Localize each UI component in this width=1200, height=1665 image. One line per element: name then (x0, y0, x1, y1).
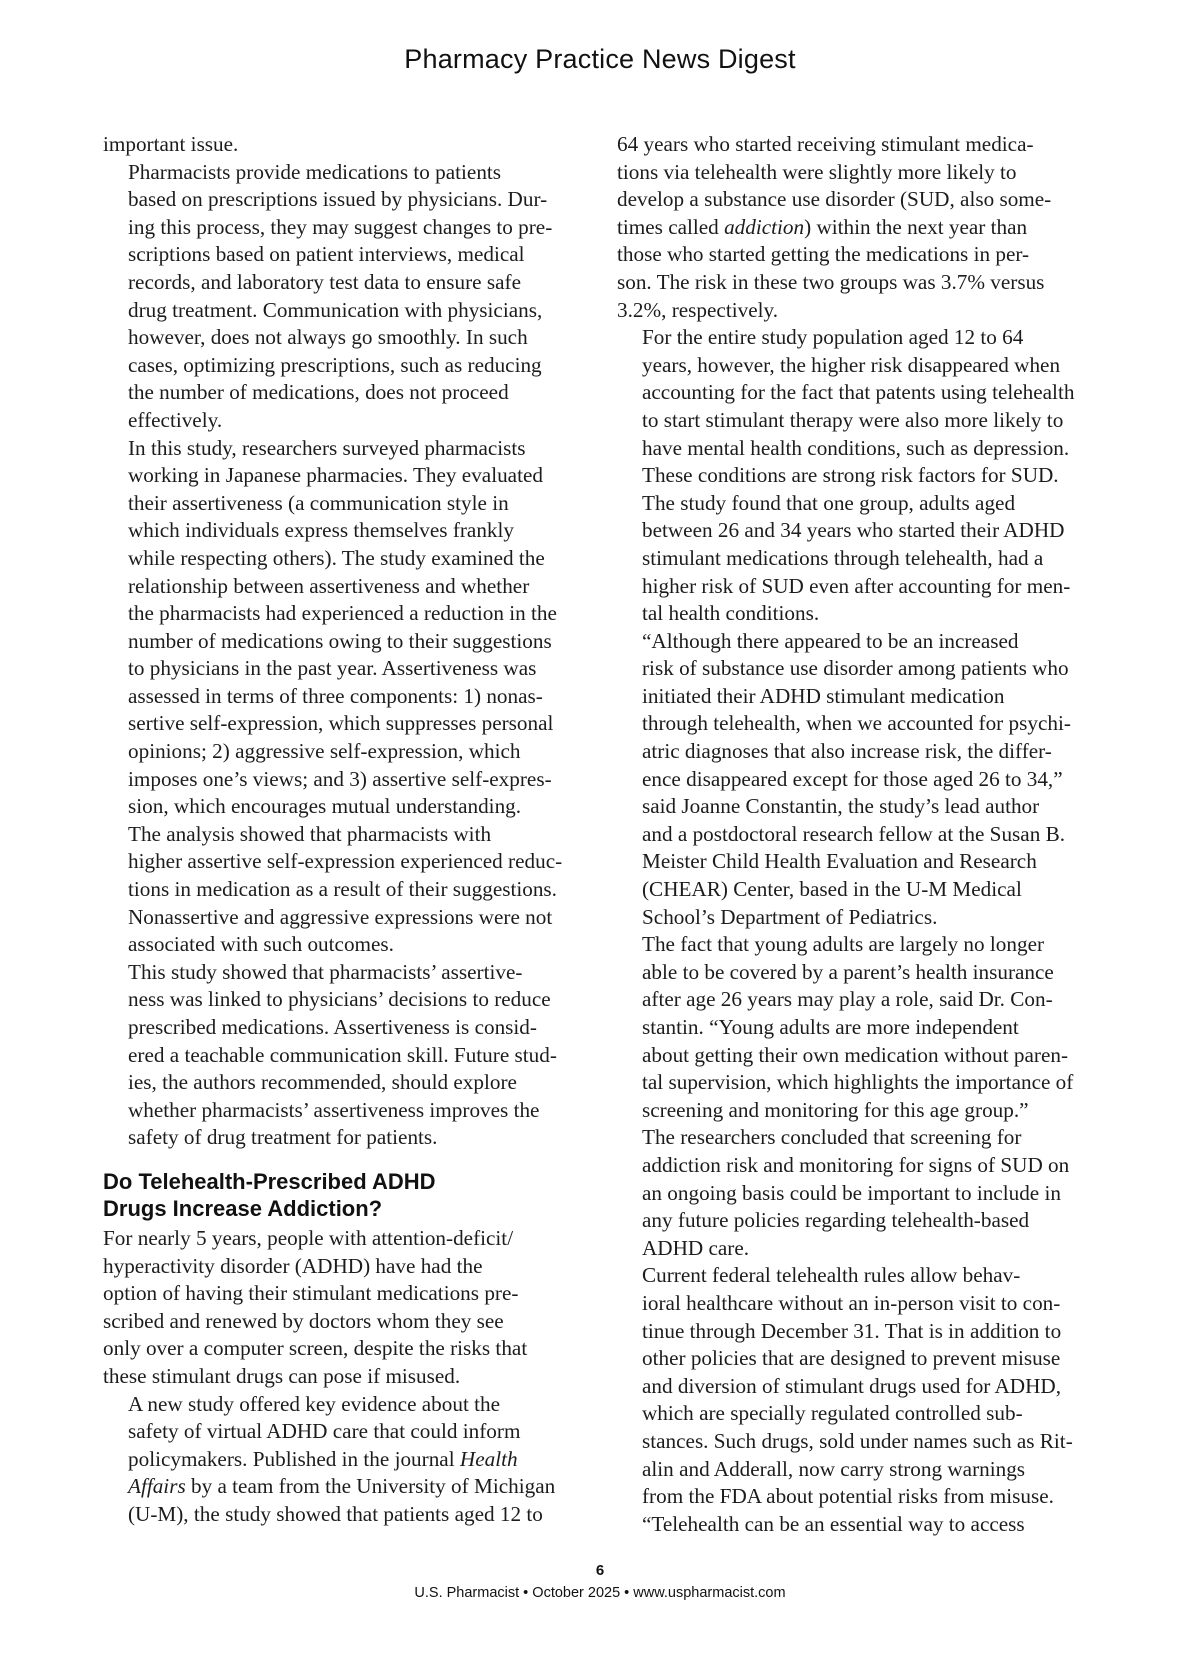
text-line: safety of virtual ADHD care that could inform (128, 1419, 521, 1444)
text-line: “Telehealth can be an essential way to access (642, 1511, 1025, 1536)
text-line: imposes one’s views; and 3) assertive self-expres- (128, 766, 552, 791)
paragraph (103, 821, 581, 959)
paragraph (617, 1511, 1097, 1539)
text-line: prescribed medications. Assertiveness is consid- (128, 1015, 537, 1039)
text-line: only over a computer screen, despite the risks that (103, 1336, 528, 1361)
paragraph (617, 490, 1097, 628)
page-header-title: Pharmacy Practice News Digest (404, 44, 796, 74)
text-line: hyperactivity disorder (ADHD) have had the (103, 1253, 483, 1278)
right-column (617, 131, 1097, 1538)
text-line: addiction risk and monitoring for signs of SUD on (642, 1152, 1070, 1177)
text-line: Pharmacists provide medications to patients (128, 159, 502, 184)
text-line: those who started getting the medications in per- (617, 242, 1030, 267)
text-line: which individuals express themselves frankly (128, 518, 514, 543)
text-line: (U-M), the study showed that patients aged 12 to (128, 1501, 543, 1526)
text-line: working in Japanese pharmacies. They evaluated (128, 463, 543, 488)
text-line: able to be covered by a parent’s health insurance (642, 959, 1054, 984)
text-line: to physicians in the past year. Assertiveness was (128, 656, 537, 681)
text-line: option of having their stimulant medications pre- (103, 1281, 519, 1306)
paragraph (617, 324, 1097, 490)
text-line: Current federal telehealth rules allow behav- (642, 1263, 1021, 1288)
text-line: assessed in terms of three components: 1) nonas- (128, 683, 543, 708)
text-line: screening and monitoring for this age group.” (642, 1097, 1029, 1122)
text-line: while respecting others). The study examined the (128, 545, 545, 570)
text-line: have mental health conditions, such as depression. (642, 435, 1070, 460)
text-line: stimulant medications through telehealth, had a (642, 545, 1044, 570)
text-line: Nonassertive and aggressive expressions were not (128, 904, 553, 929)
text-line: and a postdoctoral research fellow at the Susan B. (642, 821, 1066, 846)
text-line: ioral healthcare without an in-person visit to con- (642, 1290, 1061, 1315)
text-line: stantin. “Young adults are more independent (642, 1015, 1019, 1039)
text-line: sertive self-expression, which suppresses personal (128, 711, 554, 736)
text-line: policymakers. Published in the journal Health (128, 1446, 518, 1471)
text-line: This study showed that pharmacists’ assertive- (128, 959, 523, 984)
paragraph (103, 131, 581, 159)
text-line: higher assertive self-expression experienced reduc- (128, 849, 563, 874)
text-line: ies, the authors recommended, should explore (128, 1070, 517, 1095)
text-line: tinue through December 31. That is in addition to (642, 1318, 1062, 1343)
text-line: an ongoing basis could be important to include in (642, 1180, 1061, 1205)
text-line: ing this process, they may suggest changes to pre- (128, 214, 553, 239)
text-line: their assertiveness (a communication style in (128, 490, 509, 515)
text-line: cases, optimizing prescriptions, such as reducing (128, 352, 542, 377)
text-line: stances. Such drugs, sold under names such as Rit- (642, 1428, 1073, 1453)
text-line: These conditions are strong risk factors for SUD. (642, 463, 1059, 488)
text-line: In this study, researchers surveyed pharmacists (128, 435, 526, 460)
text-line: effectively. (128, 407, 223, 432)
text-line: Meister Child Health Evaluation and Research (642, 849, 1037, 874)
text-line: tions in medication as a result of their suggestions. (128, 877, 557, 902)
text-line: which are specially regulated controlled sub- (642, 1401, 1023, 1426)
left-column (103, 131, 581, 1529)
text-line: scribed and renewed by doctors whom they see (103, 1308, 504, 1333)
text-line: For the entire study population aged 12 to 64 (642, 325, 1024, 350)
paragraph (103, 959, 581, 1152)
text-line: risk of substance use disorder among patients who (642, 656, 1069, 681)
text-line: develop a substance use disorder (SUD, also some- (617, 187, 1052, 212)
text-line: the number of medications, does not proceed (128, 380, 509, 405)
paragraph (103, 159, 581, 435)
text-line: Do Telehealth-Prescribed ADHD (103, 1168, 436, 1194)
text-line: For nearly 5 years, people with attention-deficit/ (103, 1225, 514, 1250)
text-line: however, does not always go smoothly. In such (128, 325, 528, 350)
text-line: atric diagnoses that also increase risk, the differ- (642, 739, 1052, 764)
text-line: these stimulant drugs can pose if misused. (103, 1363, 461, 1388)
text-line: ness was linked to physicians’ decisions to reduce (128, 987, 551, 1012)
text-line: ered a teachable communication skill. Future stud- (128, 1042, 557, 1067)
text-line: The fact that young adults are largely no longer (642, 932, 1045, 957)
paragraph (617, 131, 1097, 324)
text-line: between 26 and 34 years who started their ADHD (642, 518, 1065, 543)
text-line: safety of drug treatment for patients. (128, 1125, 438, 1150)
text-line: tal health conditions. (642, 601, 820, 626)
text-line: “Although there appeared to be an increased (642, 628, 1019, 653)
text-line: The researchers concluded that screening for (642, 1125, 1022, 1150)
text-line: tions via telehealth were slightly more likely to (617, 159, 1017, 184)
text-line: tal supervision, which highlights the importance of (642, 1070, 1074, 1095)
paragraph (617, 1262, 1097, 1510)
text-line: son. The risk in these two groups was 3.7% versus (617, 269, 1045, 294)
text-line: through telehealth, when we accounted for psychi- (642, 711, 1071, 736)
text-line: alin and Adderall, now carry strong warnings (642, 1456, 1026, 1481)
text-line: important issue. (103, 132, 239, 156)
text-line: higher risk of SUD even after accounting for men- (642, 573, 1071, 598)
paragraph (103, 1225, 581, 1391)
text-line: A new study offered key evidence about the (128, 1391, 501, 1416)
paragraph (103, 1391, 581, 1529)
text-line: said Joanne Constantin, the study’s lead author (642, 794, 1040, 819)
text-line: Drugs Increase Addiction? (103, 1196, 383, 1222)
text-line: initiated their ADHD stimulant medication (642, 683, 1005, 708)
paragraph (103, 435, 581, 821)
text-line: The study found that one group, adults aged (642, 490, 1016, 515)
text-line: to start stimulant therapy were also more likely to (642, 407, 1064, 432)
text-line: opinions; 2) aggressive self-expression, which (128, 739, 521, 764)
publication-line: U.S. Pharmacist • October 2025 • www.uspharmacist.com (414, 1585, 786, 1601)
text-line: about getting their own medication without paren- (642, 1042, 1068, 1067)
text-line: The analysis showed that pharmacists with (128, 821, 492, 846)
text-line: years, however, the higher risk disappeared when (642, 352, 1061, 377)
text-line: ADHD care. (642, 1235, 750, 1260)
text-line: whether pharmacists’ assertiveness improves the (128, 1097, 540, 1122)
text-line: sion, which encourages mutual understanding. (128, 794, 522, 819)
text-line: number of medications owing to their suggestions (128, 628, 552, 653)
text-line: 3.2%, respectively. (617, 297, 779, 322)
text-line: the pharmacists had experienced a reduction in the (128, 601, 557, 626)
text-line: other policies that are designed to prevent misuse (642, 1346, 1061, 1371)
paragraph (617, 1124, 1097, 1262)
text-line: based on prescriptions issued by physicians. Dur- (128, 187, 548, 212)
text-line: associated with such outcomes. (128, 932, 394, 957)
text-line: scriptions based on patient interviews, medical (128, 242, 525, 267)
text-line: 64 years who started receiving stimulant medica- (617, 132, 1034, 156)
paragraph (617, 628, 1097, 932)
text-line: accounting for the fact that patents using telehealth (642, 380, 1075, 405)
paragraph (617, 931, 1097, 1124)
text-line: any future policies regarding telehealth-based (642, 1208, 1030, 1233)
section-heading (103, 1168, 581, 1223)
text-line: drug treatment. Communication with physicians, (128, 297, 543, 322)
text-line: relationship between assertiveness and whether (128, 573, 530, 598)
text-line: (CHEAR) Center, based in the U-M Medical (642, 877, 1022, 902)
text-line: Affairs by a team from the University of Michigan (128, 1474, 556, 1499)
text-line: records, and laboratory test data to ensure safe (128, 269, 521, 294)
text-line: and diversion of stimulant drugs used for ADHD, (642, 1373, 1061, 1398)
text-line: School’s Department of Pediatrics. (642, 904, 938, 929)
text-line: from the FDA about potential risks from misuse. (642, 1484, 1054, 1509)
text-line: after age 26 years may play a role, said Dr. Con- (642, 987, 1053, 1012)
page-number: 6 (595, 1562, 605, 1579)
text-line: ence disappeared except for those aged 26 to 34,” (642, 766, 1063, 791)
text-line: times called addiction) within the next year than (617, 214, 1028, 239)
